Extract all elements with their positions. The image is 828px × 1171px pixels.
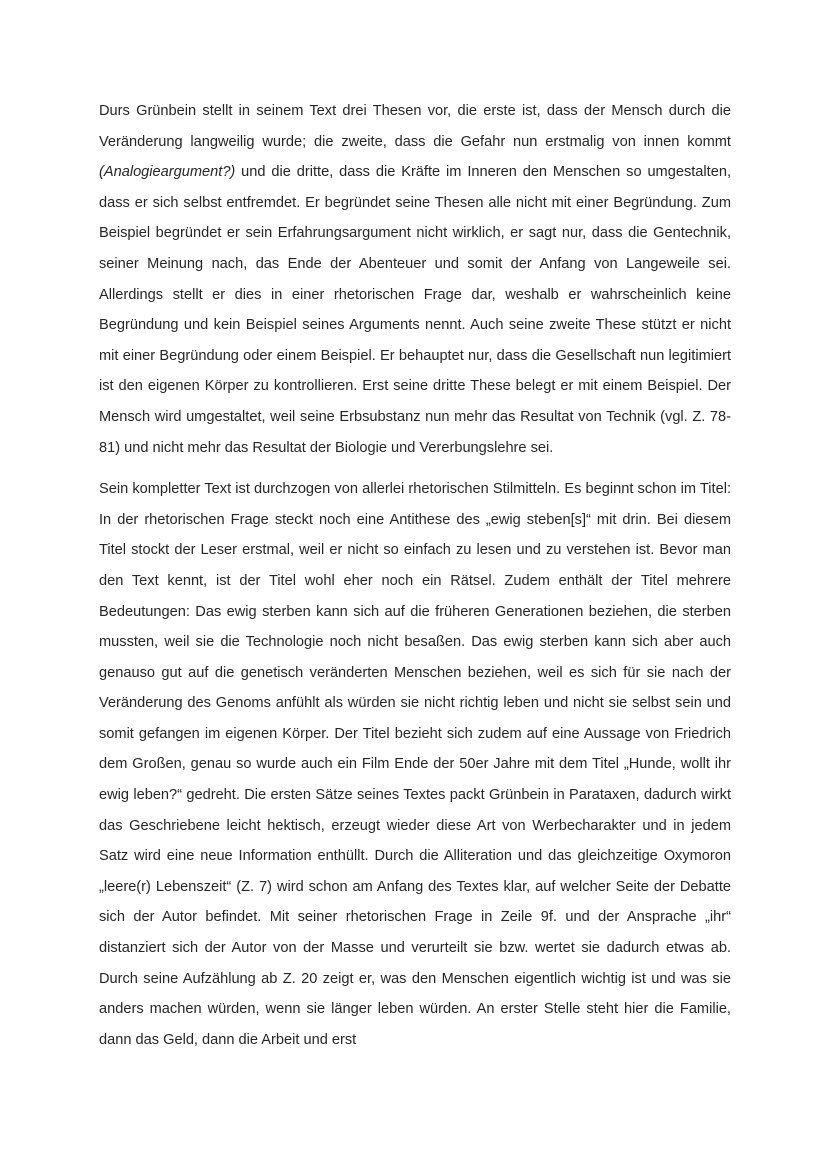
document-page (99, 96, 731, 1055)
analogy-argument-note: (Analogieargument?) (99, 164, 236, 181)
paragraph-theses (99, 96, 731, 463)
paragraph-stylistic-devices: Sein kompletter Text ist durchzogen von allerlei rhetorischen Stilmitteln. Es beginnt schon im Titel: In der rhetorischen Frage steckt noch eine Antithese des „ewig steben[s]“ mit drin. Bei diesem Titel stockt der Leser erstmal, weil er nicht so einfach zu lesen und zu verstehen ist. Bevor man den Text kennt, ist der Titel wohl eher noch ein Rätsel. Zudem enthält der Titel mehrere Bedeutungen: Das ewig sterben kann sich auf die früheren Generationen beziehen, die sterben mussten, weil sie die Technologie noch nicht besaßen. Das ewig sterben kann sich aber auch genauso gut auf die genetisch veränderten Menschen beziehen, weil es sich für sie nach der Veränderung des Genoms anfühlt als würden sie nicht richtig leben und nicht sie selbst sein und somit gefangen im eigenen Körper. Der Titel bezieht sich zudem auf eine Aussage von Friedrich dem Großen, genau so wurde auch ein Film Ende der 50er Jahre mit dem Titel „Hunde, wollt ihr ewig leben?“ gedreht. Die ersten Sätze seines Textes packt Grünbein in Parataxen, dadurch wirkt das Geschriebene leicht hektisch, erzeugt wieder diese Art von Werbecharakter und in jedem Satz wird eine neue Information enthüllt. Durch die Alliteration und das gleichzeitige Oxymoron „leere(r) Lebenszeit“ (Z. 7) wird schon am Anfang des Textes klar, auf welcher Seite der Debatte sich der Autor befindet. Mit seiner rhetorischen Frage in Zeile 9f. und der Ansprache „ihr“ distanziert sich der Autor von der Masse und verurteilt sie bzw. wertet sie dadurch etwas ab. Durch seine Aufzählung ab Z. 20 zeigt er, was den Menschen eigentlich wichtig ist und was sie anders machen würden, wenn sie länger leben würden. An erster Stelle steht hier die Familie, dann das Geld, dann die Arbeit und erst (99, 481, 731, 1048)
paragraph-theses-text-end: und die dritte, dass die Kräfte im Inneren den Menschen so umgestalten, dass er sich selbst entfremdet. Er begründet seine Thesen alle nicht mit einer Begründung. Zum Beispiel begründet er sein Erfahrungsargument nicht wirklich, er sagt nur, dass die Gentechnik, seiner Meinung nach, das Ende der Abenteuer und somit der Anfang von Langeweile sei. Allerdings stellt er dies in einer rhetorischen Frage dar, weshalb er wahrscheinlich keine Begründung und kein Beispiel seines Arguments nennt. Auch seine zweite These stützt er nicht mit einer Begründung oder einem Beispiel. Er behauptet nur, dass die Gesellschaft nun legitimiert ist den eigenen Körper zu kontrollieren. Erst seine dritte These belegt er mit einem Beispiel. Der Mensch wird umgestaltet, weil seine Erbsubstanz nun mehr das Resultat von Technik (vgl. Z. 78-81) und nicht mehr das Resultat der Biologie und Vererbungslehre sei. (99, 164, 731, 456)
paragraph-theses-text-start: Durs Grünbein stellt in seinem Text drei Thesen vor, die erste ist, dass der Mensch durch die Veränderung langweilig wurde; die zweite, dass die Gefahr nun erstmalig von innen kommt (99, 103, 731, 150)
